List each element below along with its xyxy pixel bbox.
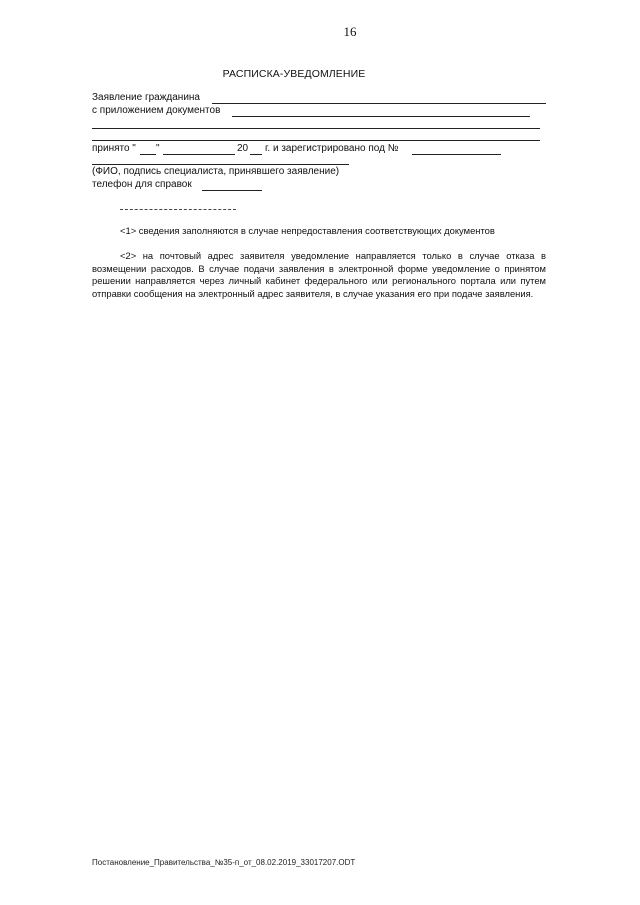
attachments-field-line[interactable] — [232, 116, 530, 117]
footnote-separator — [120, 209, 236, 210]
attachments-continuation-line-1[interactable] — [92, 128, 540, 129]
application-label: Заявление гражданина — [92, 92, 200, 103]
footer-filename: Постановление_Правительства_№35-п_от_08.02.2019_33017207.ODT — [92, 858, 356, 867]
phone-label: телефон для справок — [92, 179, 192, 190]
registration-number-line[interactable] — [412, 154, 501, 155]
fio-label: (ФИО, подпись специалиста, принявшего заявление) — [92, 166, 340, 177]
footnote-1: <1> сведения заполняются в случае непредоставления соответствующих документов — [120, 225, 495, 236]
received-quote-close: " — [156, 143, 160, 154]
page-number: 16 — [343, 24, 357, 39]
attachments-continuation-line-2[interactable] — [92, 140, 540, 141]
received-year-line[interactable] — [250, 154, 262, 155]
attachments-label: с приложением документов — [92, 105, 221, 116]
received-day-line[interactable] — [140, 154, 156, 155]
received-prefix: принято " — [92, 143, 136, 154]
footnote-2: <2> на почтовый адрес заявителя уведомление направляется только в случае отказа в возмещении расходов. В случае подачи заявления в электронной форме уведомление о принятом решении направляется через личный кабинет федерального или регионального портала или путем отправки сообщения на электронный адрес заявителя, в случае указания его при подаче заявления. — [92, 250, 546, 299]
specialist-signature-line[interactable] — [92, 164, 349, 165]
phone-field-line[interactable] — [202, 190, 262, 191]
received-month-line[interactable] — [163, 154, 235, 155]
application-field-line[interactable] — [212, 103, 546, 104]
received-year-label: 20 — [237, 143, 249, 154]
document-title: РАСПИСКА-УВЕДОМЛЕНИЕ — [222, 68, 366, 80]
received-suffix: г. и зарегистрировано под № — [265, 143, 399, 154]
